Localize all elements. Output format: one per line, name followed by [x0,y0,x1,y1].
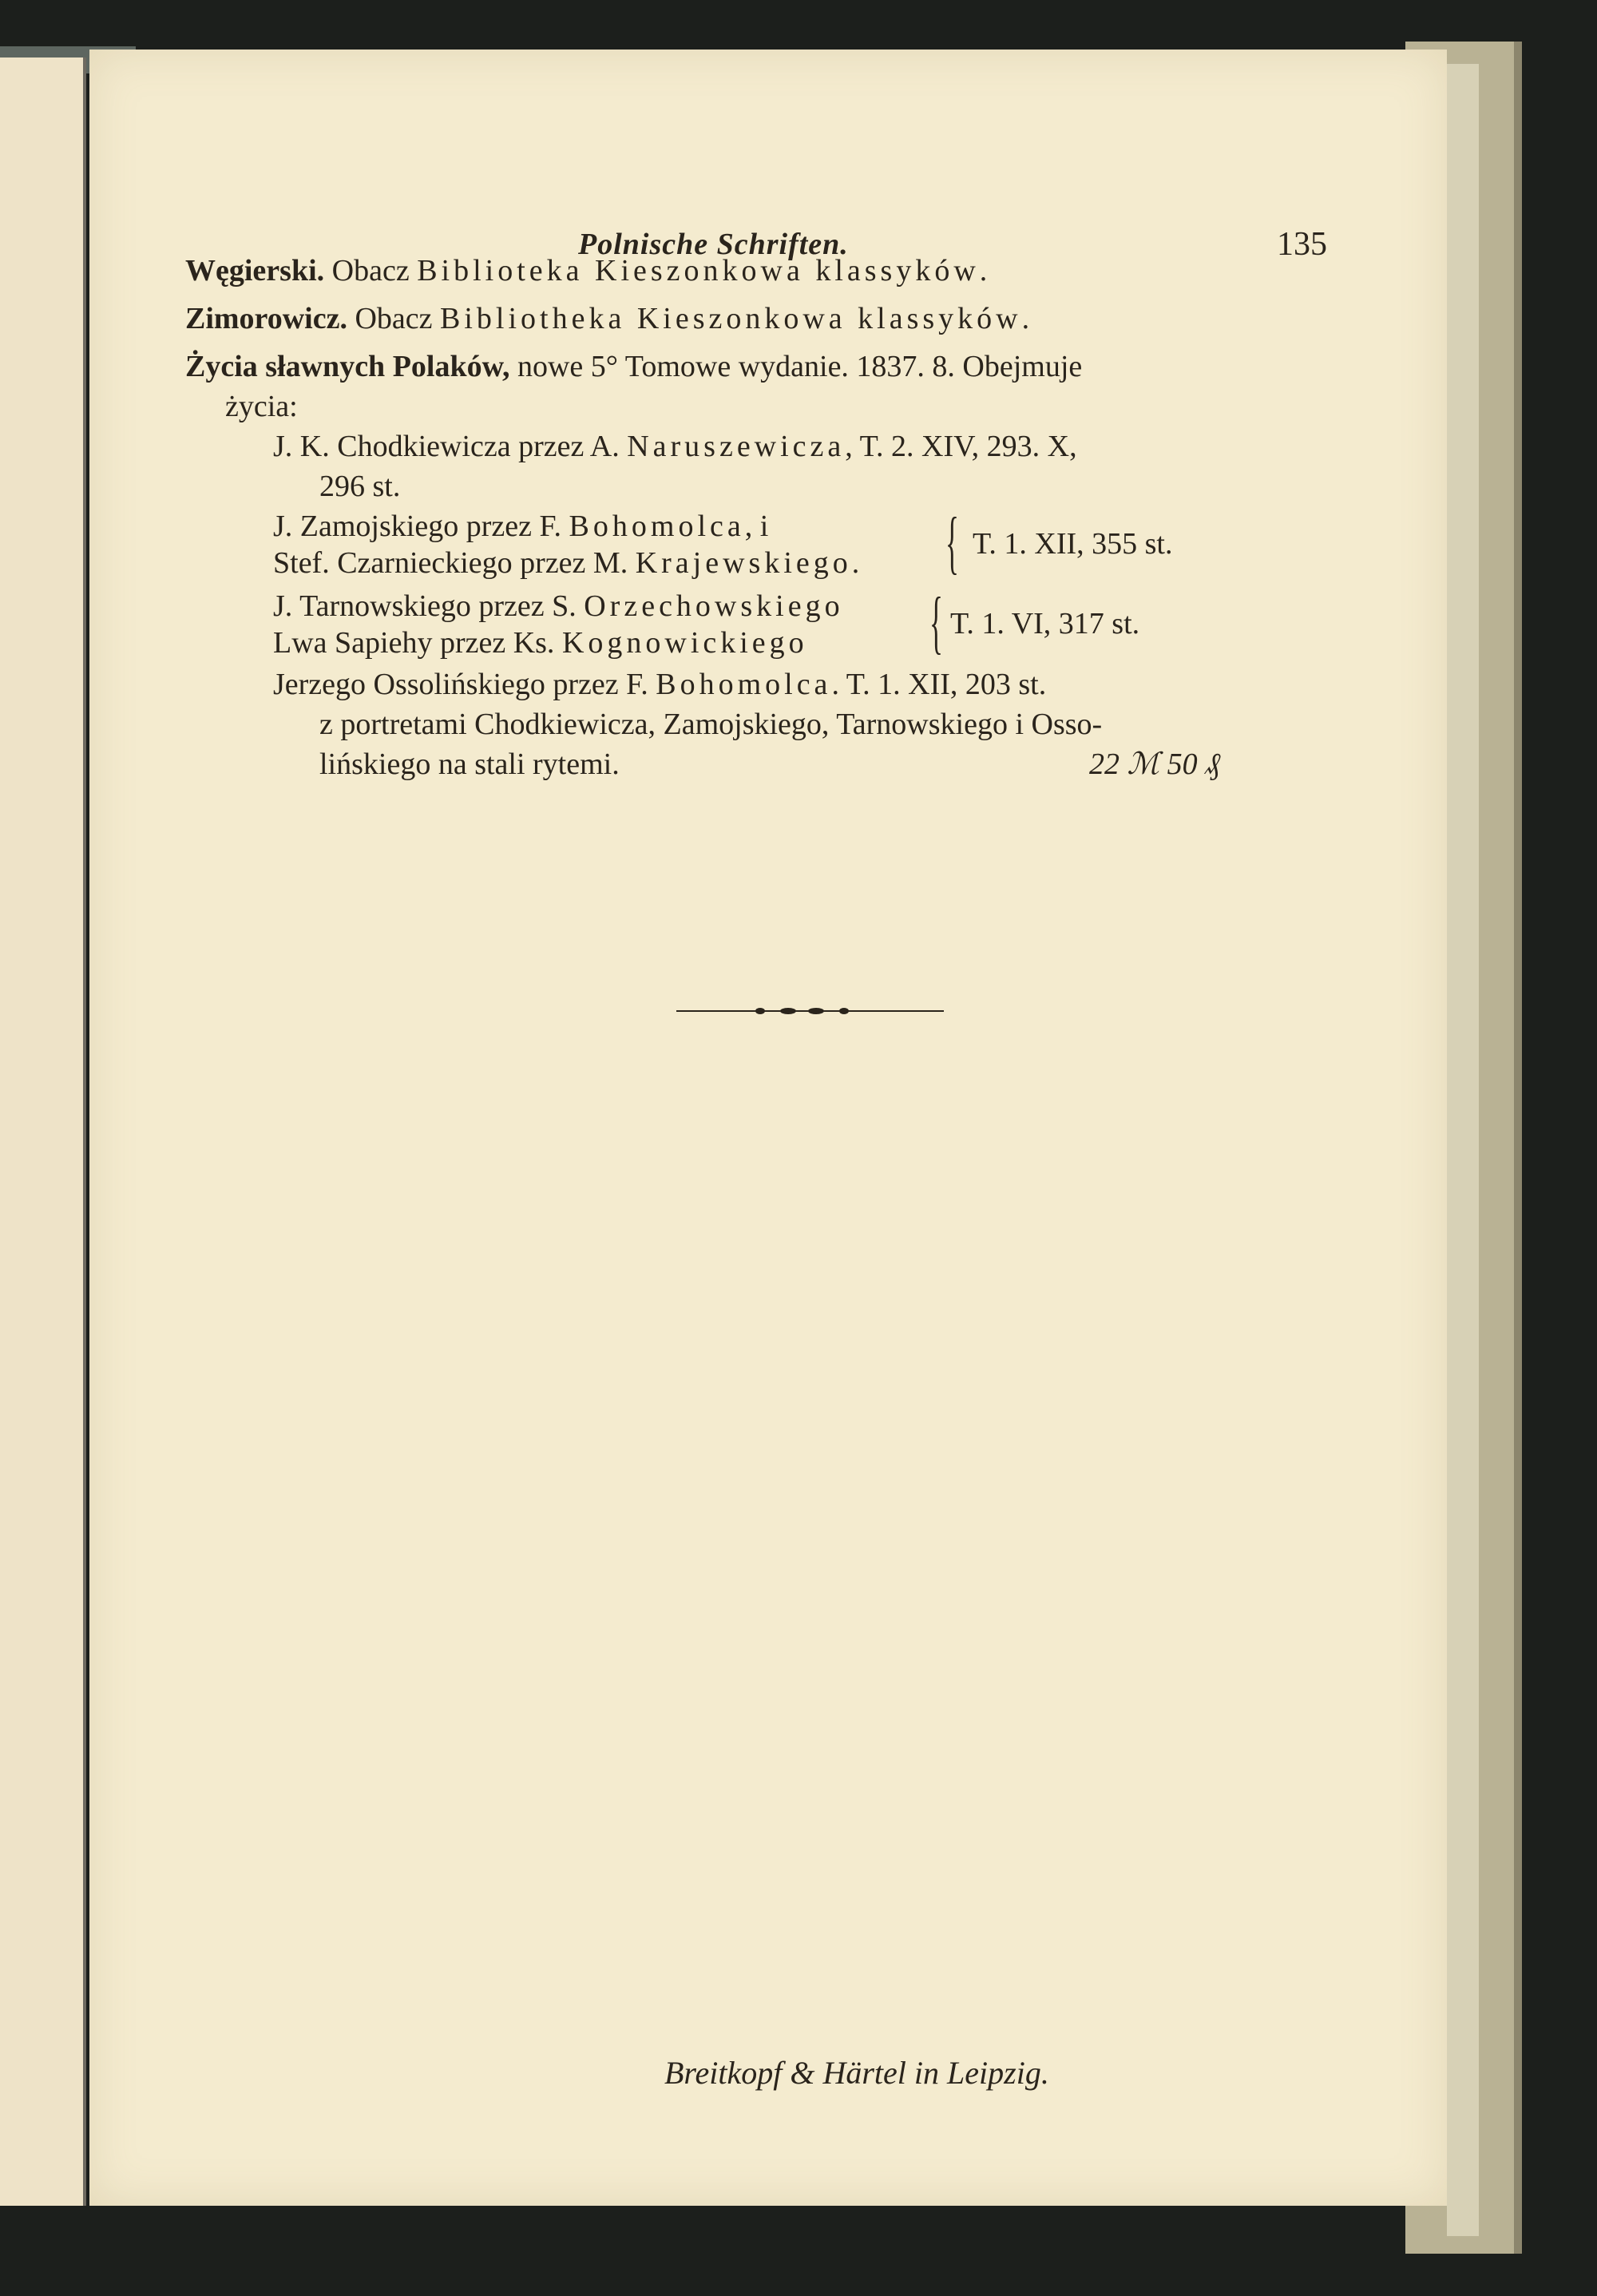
brace-group-2: { [929,584,943,661]
item-text: Lwa Sapiehy przez Ks. [273,626,562,660]
entry-text: Obacz [331,254,418,287]
entry-spaced-title: Biblioteka Kieszonkowa klassyków [417,254,980,287]
item-volume: . T. 1. XII, 203 st. [831,668,1047,701]
item-text: J. K. Chodkiewicza przez A. [273,430,628,463]
entry-text: Obacz [355,302,441,335]
book-page [89,50,1447,2206]
entry-continuation: życia: [225,390,298,423]
portraits-line-1: z portretami Chodkiewicza, Zamojskiego, Tarnowskiego i Osso- [319,708,1103,741]
item-text: Jerzego Ossolińskiego przez F. [273,668,656,701]
item-author: Bohomolca [656,668,832,701]
item-author: Bohomolca [569,510,745,543]
item-author: Naruszewicza [627,430,846,463]
item-text: Stef. Czarnieckiego przez M. [273,546,636,580]
item-zamojski [273,511,768,541]
facing-page-edge [0,57,86,2206]
entry-zimorowicz [185,303,1029,334]
ornamental-divider [676,1005,944,1017]
entry-punct: . [979,254,988,287]
item-author: Orzechowskiego [584,589,844,623]
publisher-footer: Breitkopf & Härtel in Leipzig. [664,2055,1049,2091]
item-tarnowski [273,591,844,621]
page-number: 135 [1277,226,1327,263]
group-1-volume: T. 1. XII, 355 st. [973,527,1173,561]
item-text: J. Zamojskiego przez F. [273,510,569,543]
entry-wegierski [185,256,987,286]
entry-text: nowe 5° Tomowe wydanie. 1837. 8. Obejmuje [517,350,1083,383]
item-author: Kognowickiego [561,626,808,660]
entry-punct: . [1021,302,1030,335]
entry-name: Węgierski. [185,254,325,287]
brace-group-1: { [945,504,959,581]
entry-spaced-title: Bibliotheka Kieszonkowa klassyków [440,302,1022,335]
entry-name: Życia sławnych Polaków, [185,350,510,383]
item-sapieha [273,628,808,658]
entry-zycia [185,351,1082,382]
book-cover-inner [1447,64,1479,2236]
price: 22 ℳ 50 ₰ [1089,747,1221,781]
group-2-volume: T. 1. VI, 317 st. [950,607,1140,640]
item-continuation: 296 st. [319,470,401,503]
item-punct: . [851,546,860,580]
entry-name: Zimorowicz. [185,302,347,335]
portraits-line-2: lińskiego na stali rytemi. [319,747,620,781]
item-text: J. Tarnowskiego przez S. [273,589,585,623]
item-ossolinski [273,669,1046,700]
item-chodkiewicz [273,431,1077,462]
item-volume: , T. 2. XIV, 293. X, [845,430,1077,463]
item-punct: , i [744,510,769,543]
running-header: Polnische Schriften. [578,228,849,261]
item-czarniecki [273,548,859,578]
item-author: Krajewskiego [635,546,852,580]
